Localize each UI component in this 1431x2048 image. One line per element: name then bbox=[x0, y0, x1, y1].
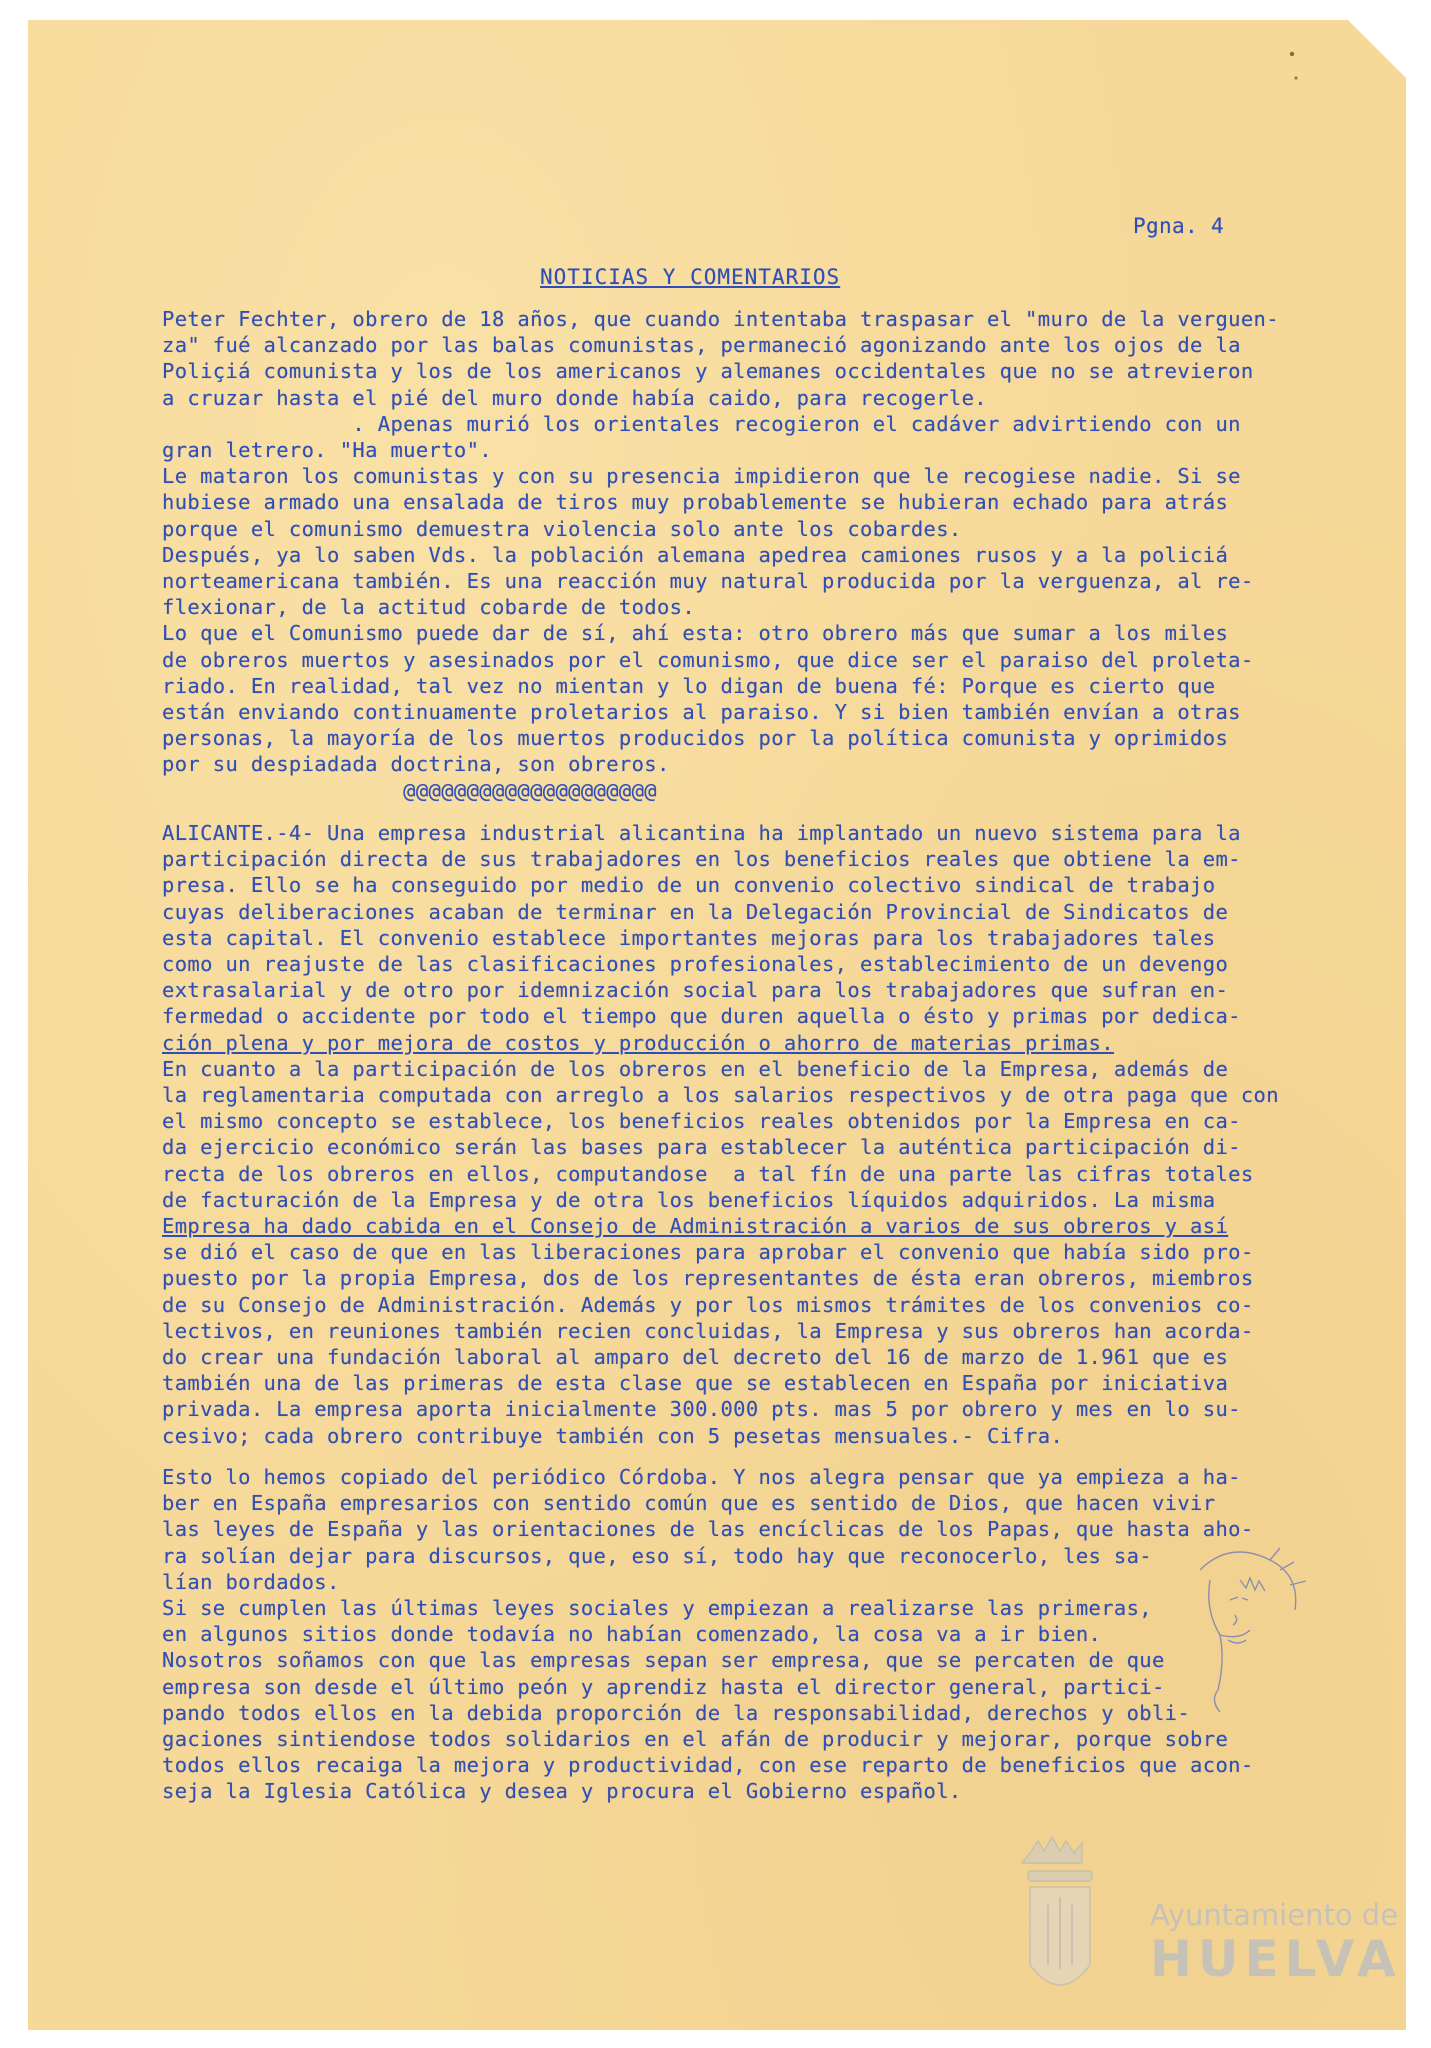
article-berlin-wall bbox=[162, 306, 1312, 804]
text-line: participación directa de sus trabajadores en los beneficios reales que obtiene la em- bbox=[162, 847, 1241, 872]
text-line: todos ellos recaiga la mejora y productividad, con ese reparto de beneficios que acon- bbox=[162, 1753, 1254, 1778]
page-number: Pgna. 4 bbox=[1133, 214, 1224, 238]
text-line: las leyes de España y las orientaciones de las encíclicas de los Papas, que hasta aho- bbox=[162, 1517, 1254, 1542]
text-line: norteamericana también. Es una reacción muy natural producida por la verguenza, al re- bbox=[162, 569, 1254, 594]
text-line: como un reajuste de las clasificaciones profesionales, establecimiento de un devengo bbox=[162, 952, 1229, 977]
text-line: seja la Iglesia Católica y desea y procura el Gobierno español. bbox=[162, 1779, 962, 1804]
text-line: flexionar, de la actitud cobarde de todos. bbox=[162, 595, 696, 620]
text-line: se dió el caso de que en las liberaciones para aprobar el convenio que había sido pro- bbox=[162, 1240, 1254, 1265]
text-line: . Apenas murió los orientales recogieron el cadáver advirtiendo con un bbox=[162, 411, 1241, 436]
text-line: lectivos, en reuniones también recien concluidas, la Empresa y sus obreros han acorda- bbox=[162, 1318, 1254, 1343]
text-line: presa. Ello se ha conseguido por medio de un convenio colectivo sindical de trabajo bbox=[162, 873, 1216, 898]
text-line: Le mataron los comunistas y con su presencia impidieron que le recogiese nadie. Si se bbox=[162, 464, 1241, 489]
watermark-line1: Ayuntamiento de bbox=[1150, 1898, 1399, 1932]
text-line: Poliçiá comunista y los de los americanos y alemanes occidentales que no se atrevieron bbox=[162, 359, 1254, 384]
text-line: cesivo; cada obrero contribuye también con 5 pesetas mensuales.- Cifra. bbox=[162, 1423, 1064, 1448]
text-line: de su Consejo de Administración. Además y por los mismos trámites de los convenios co- bbox=[162, 1292, 1254, 1317]
text-line: Esto lo hemos copiado del periódico Córdoba. Y nos alegra pensar que ya empieza a ha- bbox=[162, 1465, 1241, 1489]
text-line: extrasalarial y de otro por idemnización social para los trabajadores que sufran en- bbox=[162, 978, 1229, 1003]
text-line: la reglamentaria computada con arreglo a los salarios respectivos y de otra paga que con bbox=[162, 1083, 1279, 1108]
text-line: porque el comunismo demuestra violencia solo ante los cobardes. bbox=[162, 516, 962, 541]
text-line: gran letrero. "Ha muerto". bbox=[162, 438, 492, 463]
text-line: fermedad o accidente por todo el tiempo que duren aquella o ésto y primas por dedica- bbox=[162, 1004, 1241, 1029]
text-line: da ejercicio económico serán las bases para establecer la auténtica participación di- bbox=[162, 1135, 1241, 1160]
text-line: En cuanto a la participación de los obreros en el beneficio de la Empresa, además de bbox=[162, 1056, 1229, 1081]
text-line: esta capital. El convenio establece importantes mejoras para los trabajadores tales bbox=[162, 925, 1216, 950]
page-heading: NOTICIAS Y COMENTARIOS bbox=[540, 265, 841, 289]
text-line: puesto por la propia Empresa, dos de los representantes de ésta eran obreros, miembros bbox=[162, 1266, 1254, 1291]
text-line: recta de los obreros en ellos, computandose a tal fín de una parte las cifras totales bbox=[162, 1161, 1254, 1186]
text-line: ra solían dejar para discursos, que, eso sí, todo hay que reconocerlo, les sa- bbox=[162, 1543, 1152, 1568]
article-commentary bbox=[162, 1464, 1312, 1805]
text-line: za" fué alcanzado por las balas comunistas, permaneció agonizando ante los ojos de la bbox=[162, 333, 1241, 358]
text-line: el mismo concepto se establece, los beneficios reales obtenidos por la Empresa en ca- bbox=[162, 1109, 1241, 1134]
text-line: riado. En realidad, tal vez no mientan y lo digan de buena fé: Porque es cierto que bbox=[162, 673, 1216, 698]
text-line: Nosotros soñamos con que las empresas sepan ser empresa, que se percaten de que bbox=[162, 1648, 1165, 1673]
staple-hole-icon bbox=[1286, 48, 1306, 88]
text-line: empresa son desde el último peón y aprendiz hasta el director general, partici- bbox=[162, 1674, 1165, 1699]
text-line: a cruzar hasta el pié del muro donde había caido, para recogerle. bbox=[162, 385, 987, 410]
text-line: por su despiadada doctrina, son obreros. bbox=[162, 752, 670, 777]
archive-watermark bbox=[1150, 1898, 1402, 1988]
text-line: ber en España empresarios con sentido común que es sentido de Dios, que hacen vivir bbox=[162, 1491, 1216, 1516]
text-line: de obreros muertos y asesinados por el comunismo, que dice ser el paraiso del proleta- bbox=[162, 647, 1254, 672]
text-line: gaciones sintiendose todos solidarios en el afán de producir y mejorar, porque sobre bbox=[162, 1727, 1229, 1752]
text-line: Después, ya lo saben Vds. la población alemana apedrea camiones rusos y a la policiá bbox=[162, 542, 1229, 567]
text-line: de facturación de la Empresa y de otra los beneficios líquidos adquiridos. La misma bbox=[162, 1187, 1216, 1212]
text-line-underlined: Empresa ha dado cabida en el Consejo de Administración a varios de sus obreros y así bbox=[162, 1214, 1229, 1239]
text-line: en algunos sitios donde todavía no habían comenzado, la cosa va a ir bien. bbox=[162, 1622, 1102, 1647]
text-line: pando todos ellos en la debida proporción de la responsabilidad, derechos y obli- bbox=[162, 1700, 1191, 1725]
article-alicante bbox=[162, 820, 1312, 1449]
section-divider: @@@@@@@@@@@@@@@@@@@@ bbox=[162, 778, 657, 803]
text-line: Lo que el Comunismo puede dar de sí, ahí esta: otro obrero más que sumar a los miles bbox=[162, 621, 1229, 646]
city-crest-logo-icon bbox=[1020, 1835, 1100, 2015]
text-line: privada. La empresa aporta inicialmente 300.000 pts. mas 5 por obrero y mes en lo su- bbox=[162, 1397, 1241, 1422]
text-line: lían bordados. bbox=[162, 1569, 340, 1594]
text-line: do crear una fundación laboral al amparo del decreto del 16 de marzo de 1.961 que es bbox=[162, 1345, 1229, 1370]
text-line: están enviando continuamente proletarios al paraiso. Y si bien también envían a otras bbox=[162, 700, 1241, 725]
text-line: hubiese armado una ensalada de tiros muy probablemente se hubieran echado para atrás bbox=[162, 490, 1229, 515]
text-line: Si se cumplen las últimas leyes sociales y empiezan a realizarse las primeras, bbox=[162, 1596, 1152, 1621]
text-line: también una de las primeras de esta clase que se establecen en España por iniciativa bbox=[162, 1371, 1229, 1396]
text-line: personas, la mayoría de los muertos producidos por la política comunista y oprimidos bbox=[162, 726, 1229, 751]
text-line: ALICANTE.-4- Una empresa industrial alicantina ha implantado un nuevo sistema para la bbox=[162, 821, 1241, 845]
text-line-underlined: ción plena y por mejora de costos y producción o ahorro de materias primas. bbox=[162, 1030, 1114, 1055]
text-line: cuyas deliberaciones acaban de terminar en la Delegación Provincial de Sindicatos de bbox=[162, 899, 1229, 924]
text-line: Peter Fechter, obrero de 18 años, que cuando intentaba traspasar el "muro de la verguen- bbox=[162, 307, 1279, 331]
pen-sketch-face-icon bbox=[1180, 1540, 1320, 1720]
watermark-line2: HUELVA bbox=[1150, 1930, 1402, 1988]
